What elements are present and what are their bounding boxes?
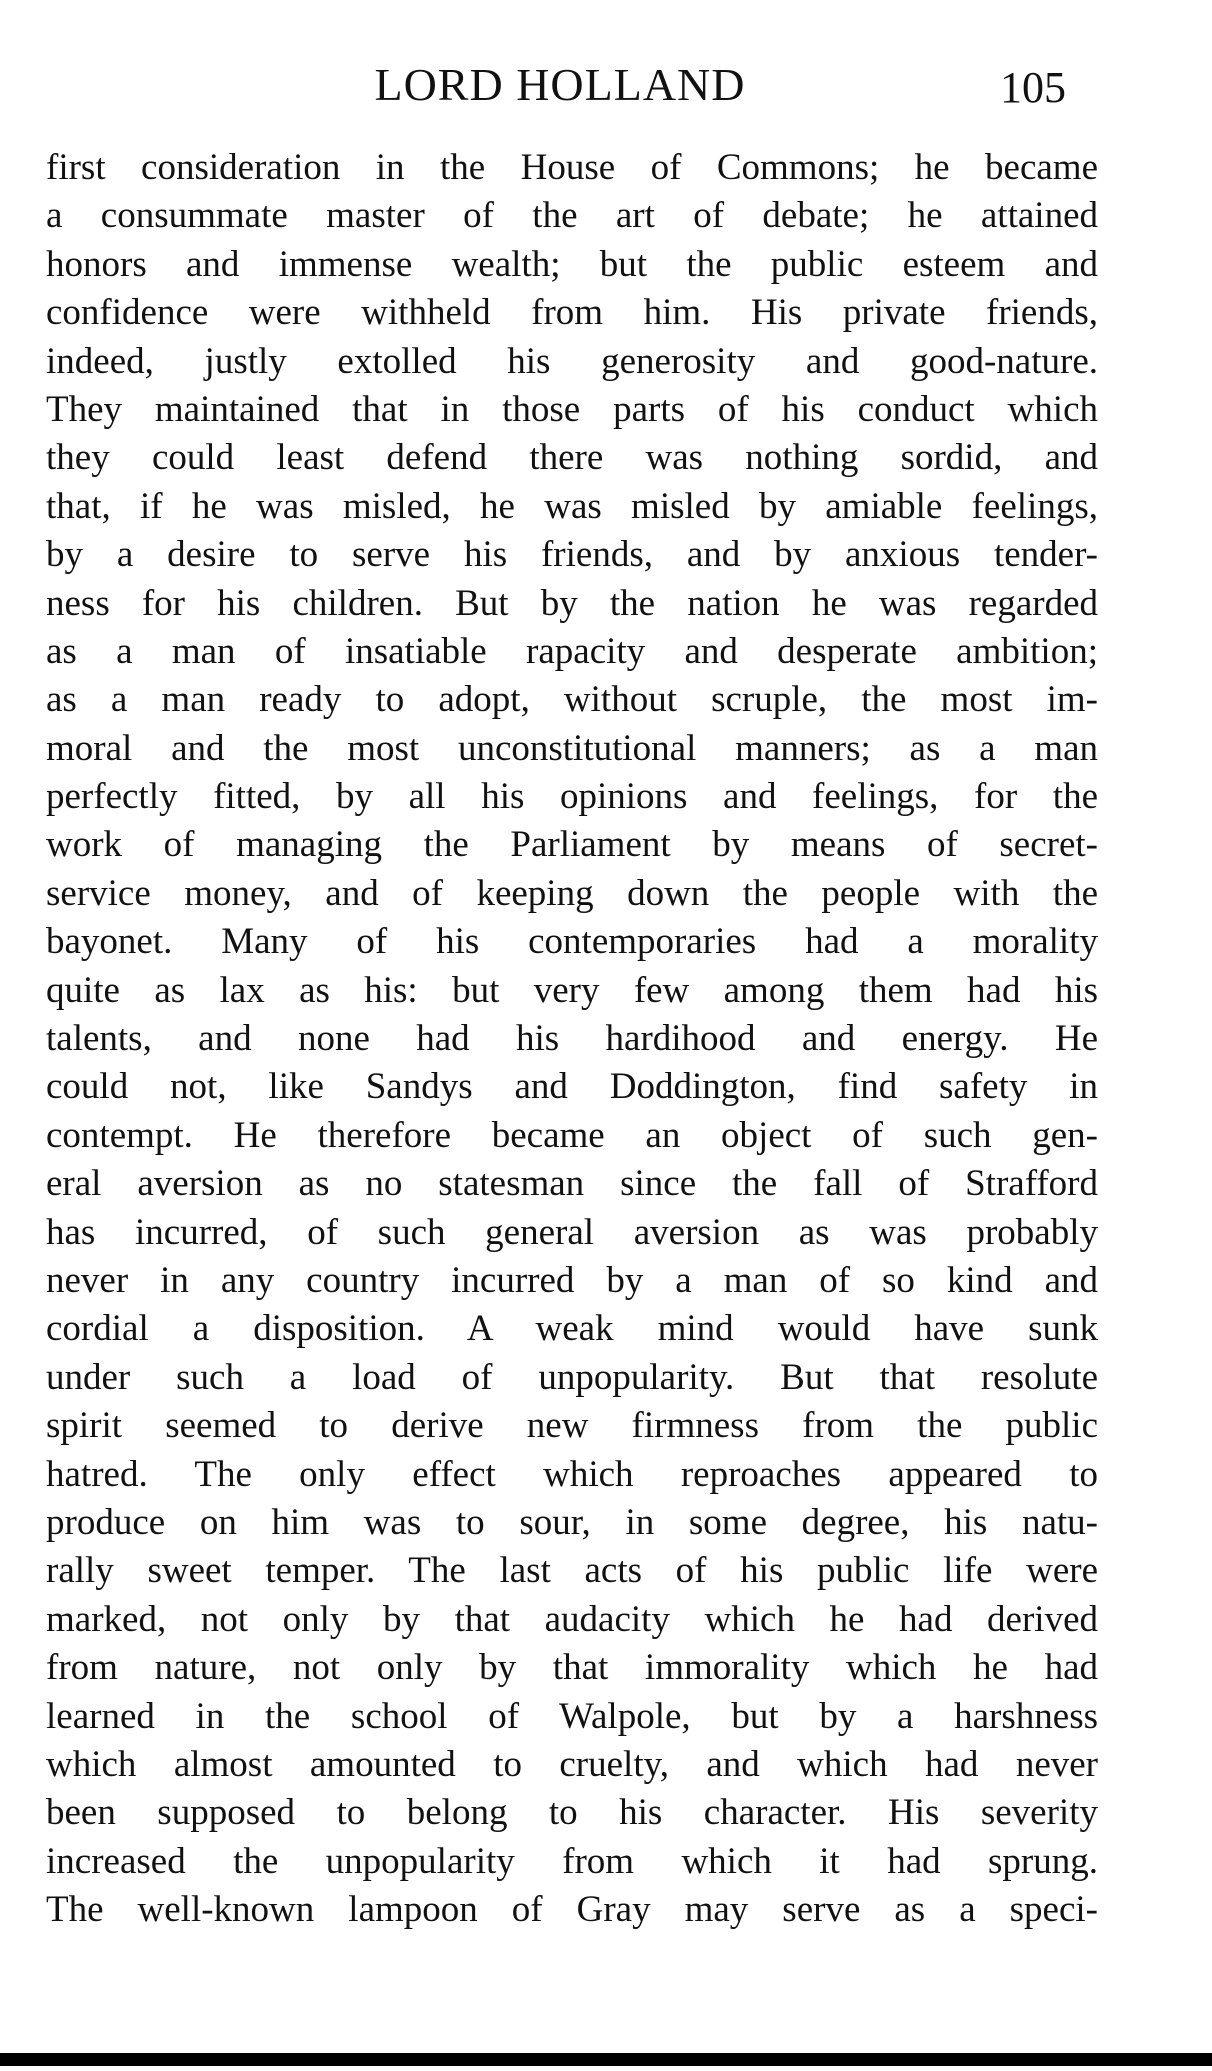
text-line: bayonet. Many of his contemporaries had a morality [46,921,1098,963]
text-line: talents, and none had his hardihood and energy. He [46,1018,1098,1060]
page-bottom-edge [0,2053,1212,2066]
text-line: that, if he was misled, he was misled by amiable feelings, [46,485,1098,527]
text-line: honors and immense wealth; but the public esteem and [46,243,1098,285]
text-line: marked, not only by that audacity which he had derived [46,1598,1098,1640]
text-line: as a man ready to adopt, without scruple, the most im- [46,679,1098,721]
text-line: produce on him was to sour, in some degree, his natu- [46,1501,1098,1543]
text-line: rally sweet temper. The last acts of his public life were [46,1550,1098,1592]
text-line: which almost amounted to cruelty, and which had never [46,1743,1098,1785]
text-line: service money, and of keeping down the people with the [46,872,1098,914]
text-line: cordial a disposition. A weak mind would have sunk [46,1308,1098,1350]
text-line: under such a load of unpopularity. But that resolute [46,1356,1098,1398]
text-line: indeed, justly extolled his generosity and good-nature. [46,340,1098,382]
text-line: by a desire to serve his friends, and by anxious tender- [46,534,1098,576]
text-line: they could least defend there was nothing sordid, and [46,437,1098,479]
text-line: contempt. He therefore became an object of such gen- [46,1114,1098,1156]
text-line: moral and the most unconstitutional manners; as a man [46,727,1098,769]
text-line: learned in the school of Walpole, but by a harshness [46,1695,1098,1737]
text-line: from nature, not only by that immorality which he had [46,1647,1098,1689]
text-line: quite as lax as his: but very few among them had his [46,969,1098,1011]
text-line: increased the unpopularity from which it had sprung. [46,1840,1098,1882]
text-line: ness for his children. But by the nation he was regarded [46,582,1098,624]
text-line: spirit seemed to derive new firmness from the public [46,1405,1098,1447]
text-line: first consideration in the House of Commons; he became [46,147,1098,188]
running-header-title: LORD HOLLAND [374,59,746,110]
text-line: confidence were withheld from him. His private friends, [46,292,1098,334]
text-line: perfectly fitted, by all his opinions and feelings, for the [46,776,1098,818]
text-line: could not, like Sandys and Doddington, find safety in [46,1066,1098,1108]
text-line: work of managing the Parliament by means of secret- [46,824,1098,866]
text-line: hatred. The only effect which reproaches appeared to [46,1453,1098,1495]
text-line: eral aversion as no statesman since the fall of Strafford [46,1163,1098,1205]
text-line: as a man of insatiable rapacity and desperate ambition; [46,630,1098,672]
text-line: They maintained that in those parts of his conduct which [46,388,1098,430]
text-line: never in any country incurred by a man of so kind and [46,1259,1098,1301]
body-text [46,144,1098,1934]
text-line: has incurred, of such general aversion as was probably [46,1211,1098,1253]
page-number: 105 [1000,63,1066,112]
text-line: been supposed to belong to his character. His severity [46,1792,1098,1834]
text-line: a consummate master of the art of debate; he attained [46,195,1098,237]
text-line: The well-known lampoon of Gray may serve as a speci- [46,1889,1098,1931]
